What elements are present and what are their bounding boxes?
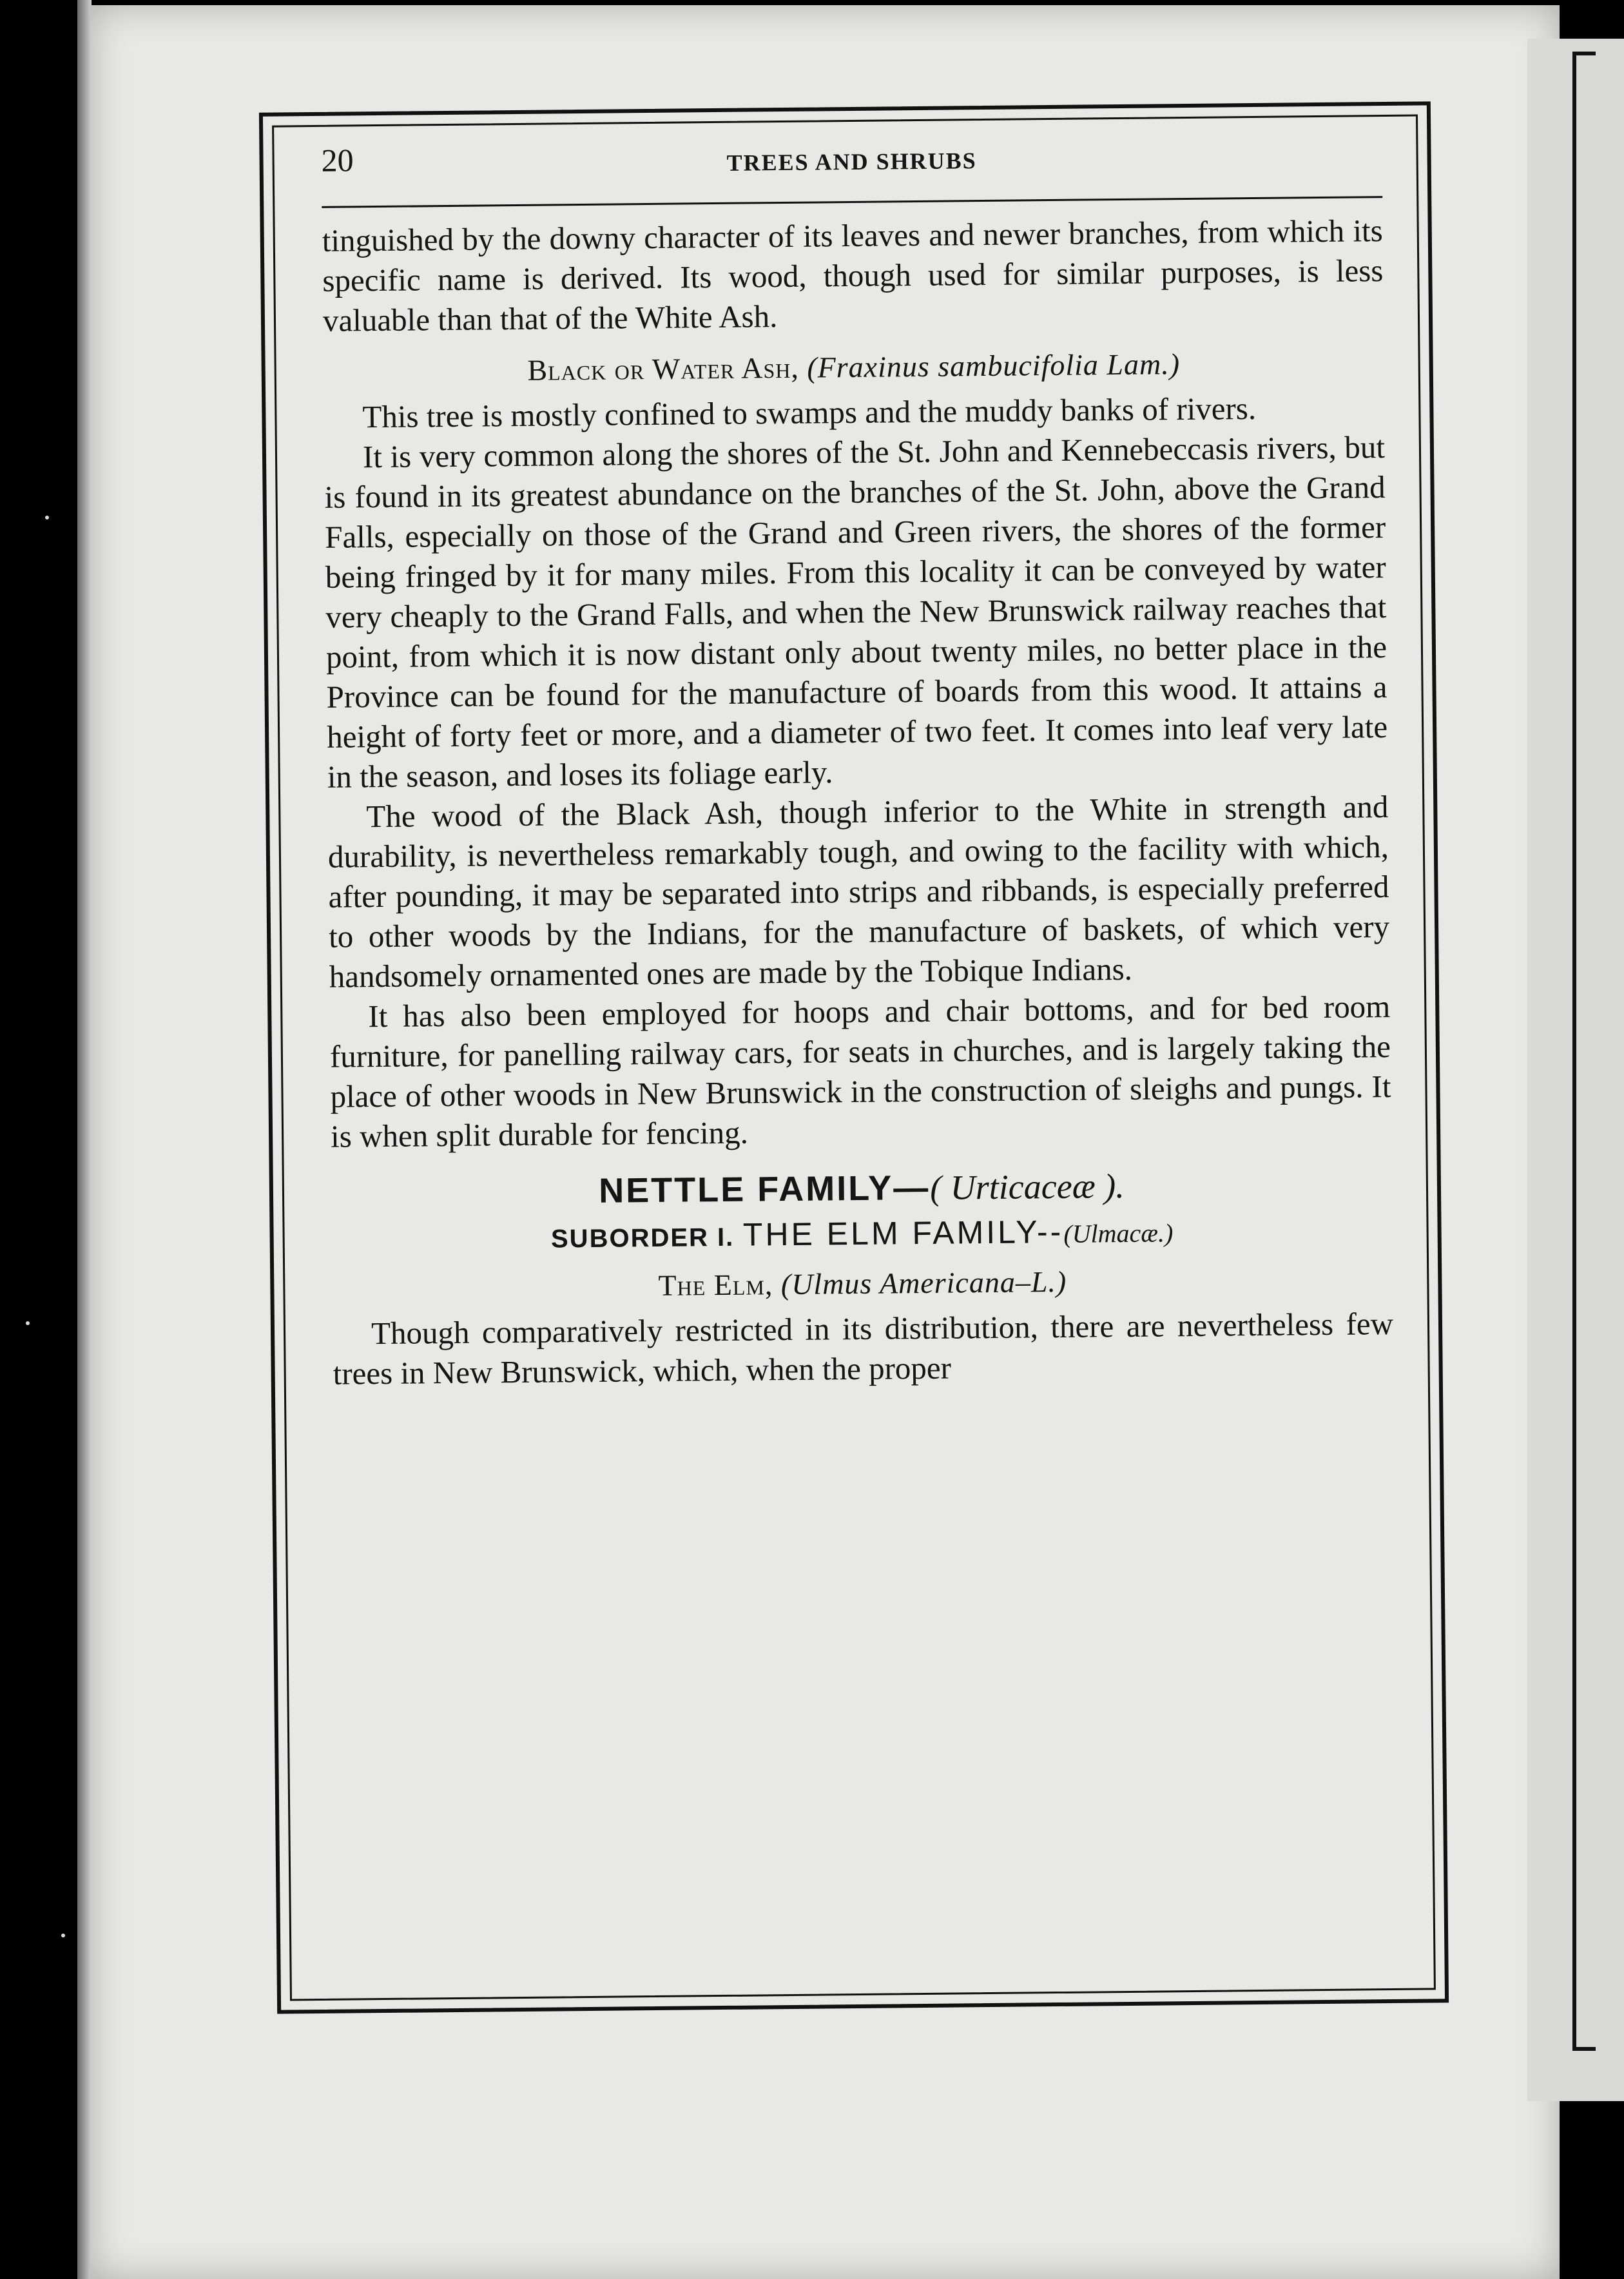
paragraph-wood-uses: The wood of the Black Ash, though inferior to the White in strength and durability, is nevertheless remarkably tough, and owing to the facility with which, after pounding, it may be separated into strips and ribbands, is especially preferred to other woods by the Indians, for the manufacture of baskets, of which very handsomely ornamented ones are made by the Tobique Indians. [327,789,1390,994]
paragraph-habitat: This tree is mostly confined to swamps and the muddy banks of rivers. [362,390,1257,435]
black-ash-heading [323,342,1384,393]
elm-family-name: THE ELM FAMILY-- [742,1213,1064,1253]
nettle-family-heading [331,1163,1393,1214]
facing-page-frame [1572,52,1596,2051]
elm-name: The Elm, [658,1268,773,1302]
paragraph-elm-intro: Though comparatively restricted in its distribution, there are nevertheless few trees in New Brunswick, which, when the proper [333,1305,1394,1392]
running-head [321,125,1382,208]
nettle-family-latin: ( Urticaceæ ). [929,1166,1125,1207]
page-content [321,125,1399,1984]
black-ash-name: Black or Water Ash, [527,351,800,387]
paragraph-distribution: It is very common along the shores of the St. John and Kennebeccasis rivers, but is found in its greatest abundance on the branches of the St. John, above the Grand Falls, especially on those of the Grand and Green rivers, the shores of the former being fringed by it for many miles. From this locality it can be conveyed by water very cheaply to the Grand Falls, and when the New Brunswick railway reaches that point, from which it is now distant only about twenty miles, no better place in the Province can be found for the manufacture of boards from this wood. It attains a height of forty feet or more, and a diameter of two feet. It comes into leaf very late in the season, and loses its foliage early. [324,429,1388,795]
paragraph-white-ash-end: tinguished by the downy character of its leaves and newer branches, from which its specific name is derived. Its wood, though used for similar purposes, is less valuable than that of the White Ash. [322,213,1384,338]
page-gutter-edge [77,0,92,2279]
elm-family-latin: (Ulmacæ.) [1063,1218,1174,1248]
nettle-family-name: NETTLE FAMILY— [598,1168,931,1210]
elm-heading [332,1259,1393,1309]
black-ash-latin: (Fraxinus sambucifolia Lam.) [807,347,1181,384]
elm-latin: (Ulmus Americana–L.) [780,1265,1067,1301]
paragraph-other-uses: It has also been employed for hoops and chair bottoms, and for bed room furniture, for panelling railway cars, for seats in churches, and is largely taking the place of other woods in New Brunswick in the construction of sleighs and pungs. It is when split durable for fencing. [329,989,1391,1154]
page-number: 20 [321,142,354,179]
running-head-title: TREES AND SHRUBS [726,148,977,176]
suborder-label: SUBORDER I. [550,1223,735,1254]
suborder-heading [331,1210,1392,1257]
text-frame [259,101,1449,2013]
